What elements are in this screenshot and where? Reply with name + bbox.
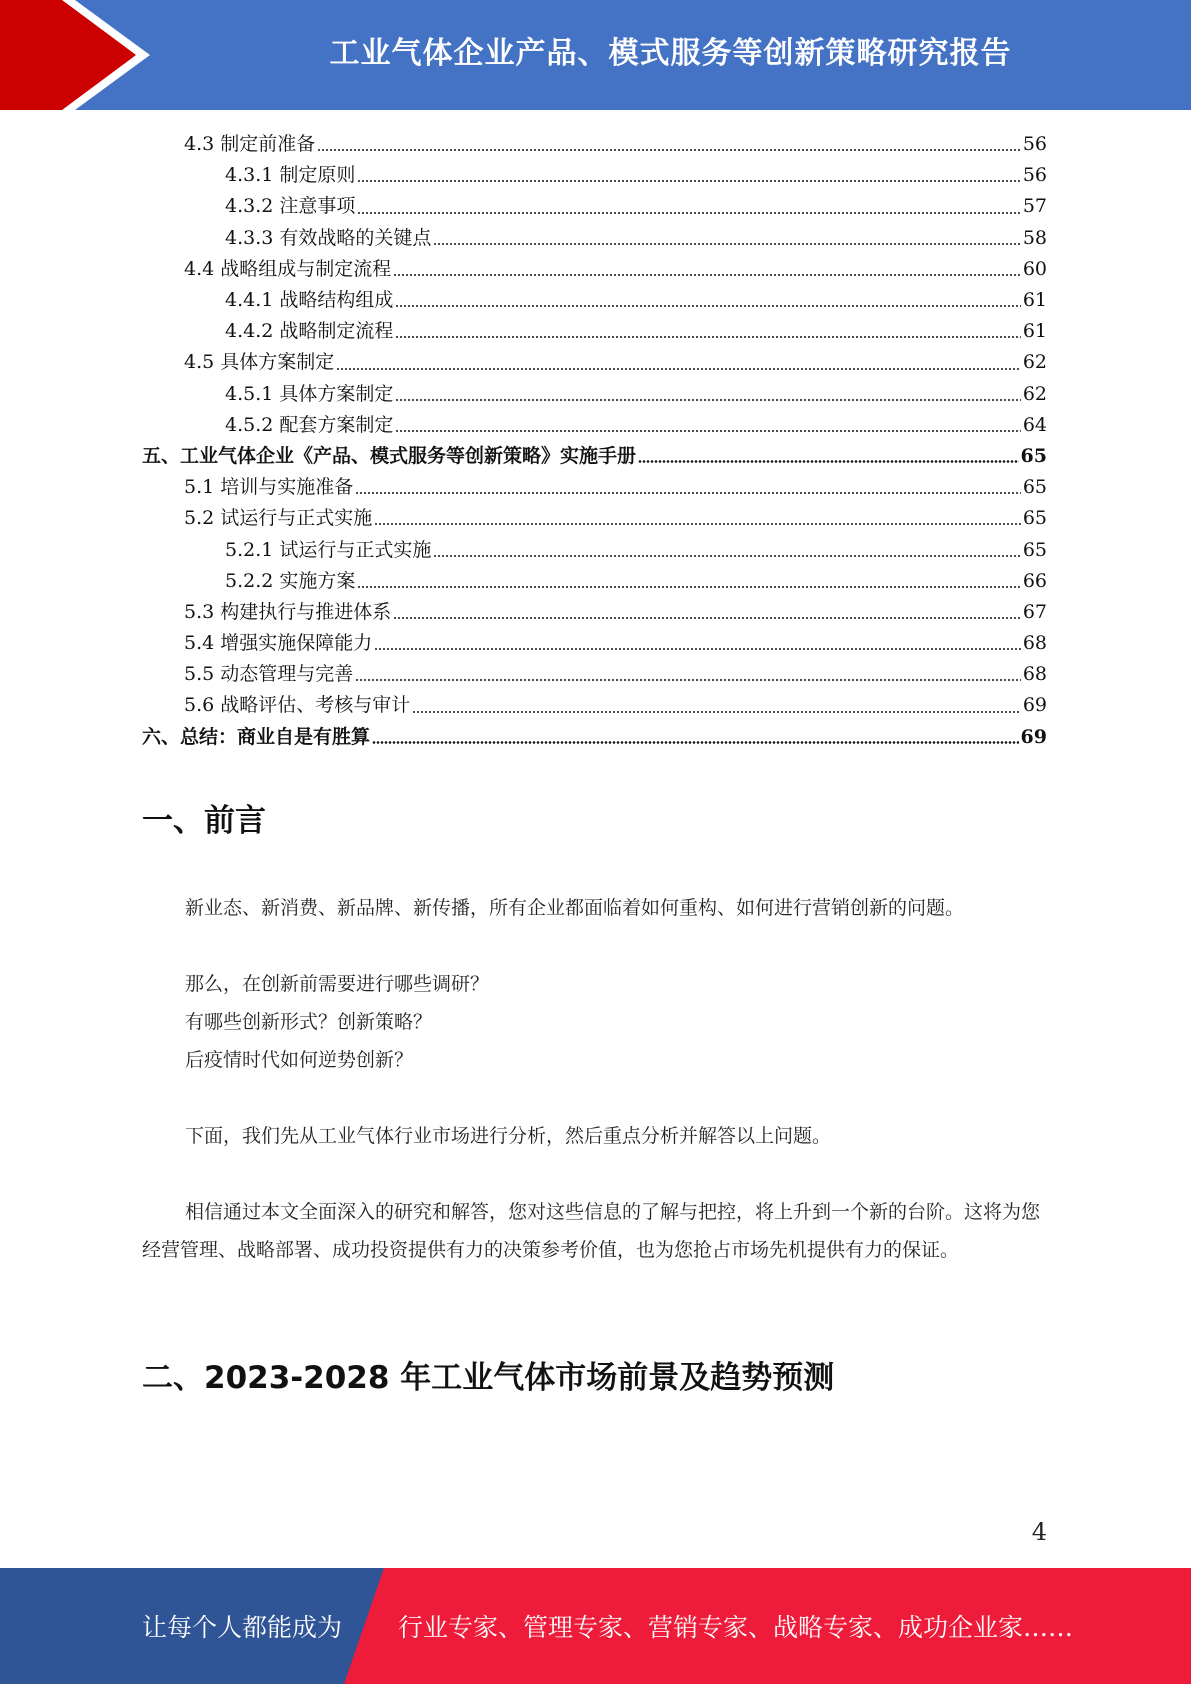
toc-entry-title: 六、总结：商业自是有胜算	[142, 725, 371, 748]
toc-entry-title: 4.4.2 战略制定流程	[225, 320, 394, 343]
toc-dot-leader	[357, 586, 1020, 588]
toc-entry[interactable]	[142, 722, 1047, 753]
toc-entry-title: 4.4.1 战略结构组成	[225, 289, 394, 312]
toc-entry-title: 5.1 培训与实施准备	[184, 476, 354, 499]
preface-question-3: 后疫情时代如何逆势创新？	[185, 1049, 414, 1071]
table-of-contents	[142, 129, 1047, 753]
toc-dot-leader	[357, 212, 1020, 214]
toc-entry-page: 56	[1022, 164, 1047, 187]
toc-entry[interactable]	[142, 223, 1047, 254]
toc-entry[interactable]	[142, 347, 1047, 378]
toc-entry-page: 68	[1022, 632, 1047, 655]
toc-entry[interactable]	[142, 566, 1047, 597]
footer-slogan-left: 让每个人都能成为	[142, 1613, 343, 1642]
toc-dot-leader	[638, 460, 1019, 463]
toc-entry[interactable]	[142, 503, 1047, 534]
toc-entry-page: 64	[1022, 413, 1047, 436]
toc-dot-leader	[355, 492, 1021, 494]
toc-entry-title: 4.3.2 注意事项	[225, 195, 356, 218]
toc-entry-page: 62	[1022, 351, 1047, 374]
toc-dot-leader	[393, 617, 1021, 619]
toc-dot-leader	[355, 679, 1021, 681]
toc-entry-page: 66	[1022, 569, 1047, 592]
toc-dot-leader	[433, 555, 1020, 557]
toc-entry-title: 5.5 动态管理与完善	[184, 663, 354, 686]
toc-entry[interactable]	[142, 254, 1047, 285]
toc-dot-leader	[336, 368, 1021, 370]
toc-entry-page: 68	[1022, 663, 1047, 686]
toc-entry-page: 69	[1020, 725, 1047, 748]
toc-entry[interactable]	[142, 472, 1047, 503]
footer-slogan-right: 行业专家、管理专家、营销专家、战略专家、成功企业家……	[398, 1613, 1074, 1642]
report-title: 工业气体企业产品、模式服务等创新策略研究报告	[329, 36, 1012, 71]
section-heading-forecast: 二、2023-2028 年工业气体市场前景及趋势预测	[142, 1360, 835, 1396]
toc-dot-leader	[317, 149, 1021, 151]
toc-entry-page: 61	[1022, 320, 1047, 343]
toc-entry-page: 69	[1022, 694, 1047, 717]
toc-dot-leader	[395, 336, 1020, 338]
toc-entry[interactable]	[142, 316, 1047, 347]
toc-entry-page: 65	[1022, 538, 1047, 561]
toc-dot-leader	[395, 305, 1020, 307]
toc-entry-page: 56	[1022, 133, 1047, 156]
toc-entry[interactable]	[142, 534, 1047, 565]
preface-paragraph-1: 新业态、新消费、新品牌、新传播，所有企业都面临着如何重构、如何进行营销创新的问题。	[185, 897, 965, 919]
toc-entry-title: 4.5.2 配套方案制定	[225, 413, 394, 436]
toc-entry[interactable]	[142, 690, 1047, 721]
toc-entry-page: 62	[1022, 382, 1047, 405]
preface-paragraph-3: 相信通过本文全面深入的研究和解答，您对这些信息的了解与把控，将上升到一个新的台阶。这将为您经营管理、战略部署、成功投资提供有力的决策参考价值，也为您抢占市场先机提供有力的保证。	[142, 1201, 1041, 1261]
toc-entry-page: 57	[1022, 195, 1047, 218]
page-footer	[0, 1568, 1191, 1684]
toc-entry[interactable]	[142, 160, 1047, 191]
page-header	[0, 0, 1191, 110]
section-heading-preface: 一、前言	[142, 803, 266, 839]
toc-entry-title: 4.4 战略组成与制定流程	[184, 257, 392, 280]
toc-entry-page: 61	[1022, 289, 1047, 312]
toc-entry[interactable]	[142, 441, 1047, 472]
toc-entry-title: 4.3.3 有效战略的关键点	[225, 226, 432, 249]
toc-entry[interactable]	[142, 628, 1047, 659]
toc-entry[interactable]	[142, 410, 1047, 441]
toc-entry-title: 4.5 具体方案制定	[184, 351, 335, 374]
toc-entry-title: 5.6 战略评估、考核与审计	[184, 694, 411, 717]
toc-dot-leader	[433, 243, 1020, 245]
toc-entry-page: 58	[1022, 226, 1047, 249]
toc-entry-title: 5.2.1 试运行与正式实施	[225, 538, 432, 561]
toc-entry-title: 4.3.1 制定原则	[225, 164, 356, 187]
toc-entry-page: 67	[1022, 600, 1047, 623]
toc-entry-title: 五、工业气体企业《产品、模式服务等创新策略》实施手册	[142, 444, 637, 467]
toc-entry[interactable]	[142, 285, 1047, 316]
preface-question-1: 那么，在创新前需要进行哪些调研？	[185, 973, 490, 995]
toc-entry-page: 65	[1022, 507, 1047, 530]
toc-entry-title: 5.3 构建执行与推进体系	[184, 600, 392, 623]
toc-dot-leader	[372, 741, 1019, 744]
toc-entry-page: 60	[1022, 257, 1047, 280]
toc-entry-page: 65	[1022, 476, 1047, 499]
toc-entry-title: 5.2.2 实施方案	[225, 569, 356, 592]
toc-entry-title: 5.2 试运行与正式实施	[184, 507, 373, 530]
toc-dot-leader	[357, 180, 1020, 182]
toc-dot-leader	[374, 648, 1021, 650]
toc-entry-title: 4.3 制定前准备	[184, 133, 316, 156]
toc-dot-leader	[412, 711, 1021, 713]
preface-paragraph-2: 下面，我们先从工业气体行业市场进行分析，然后重点分析并解答以上问题。	[185, 1125, 832, 1147]
toc-entry[interactable]	[142, 379, 1047, 410]
toc-dot-leader	[395, 399, 1020, 401]
toc-entry[interactable]	[142, 191, 1047, 222]
toc-entry-title: 4.5.1 具体方案制定	[225, 382, 394, 405]
toc-entry[interactable]	[142, 659, 1047, 690]
toc-entry[interactable]	[142, 129, 1047, 160]
preface-question-2: 有哪些创新形式？创新策略？	[185, 1011, 433, 1033]
toc-entry-title: 5.4 增强实施保障能力	[184, 632, 373, 655]
page-number: 4	[1031, 1518, 1047, 1546]
toc-dot-leader	[393, 274, 1021, 276]
toc-entry[interactable]	[142, 597, 1047, 628]
toc-entry-page: 65	[1020, 444, 1047, 467]
toc-dot-leader	[395, 430, 1020, 432]
toc-dot-leader	[374, 523, 1021, 525]
